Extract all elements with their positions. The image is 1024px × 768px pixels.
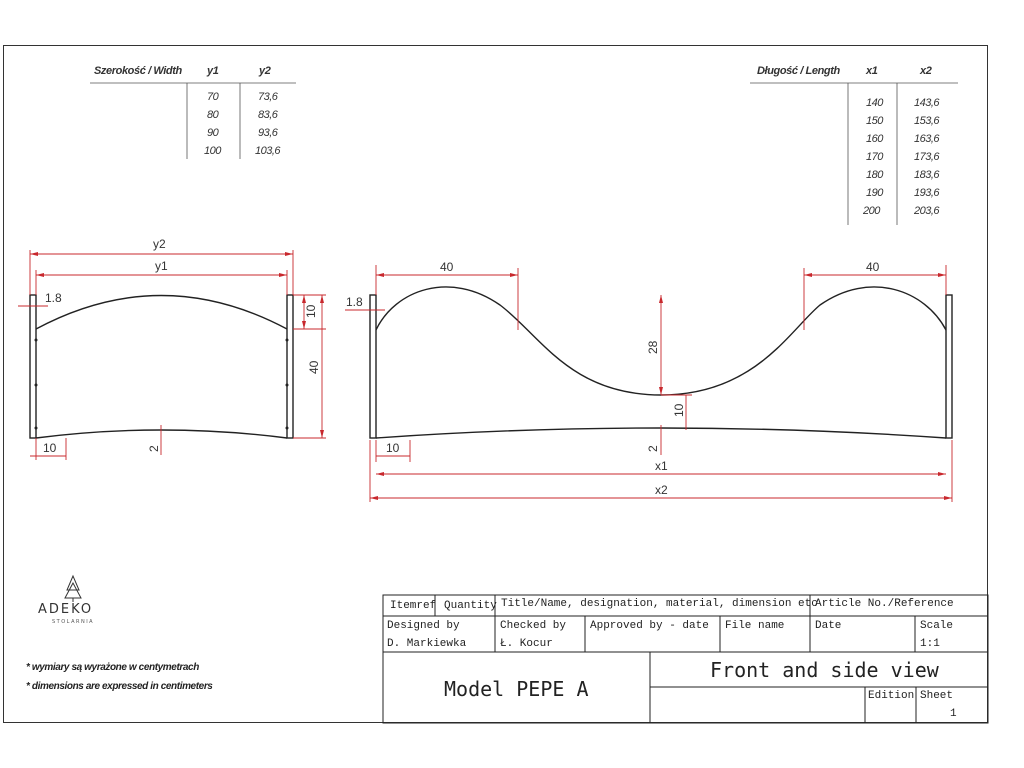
width-table-cell: 93,6 bbox=[258, 127, 278, 139]
front-view-dimensions bbox=[345, 265, 952, 502]
front-view-dim-x2: x2 bbox=[655, 483, 668, 497]
tb-model-name: Model PEPE A bbox=[444, 677, 589, 701]
width-table-cell: 103,6 bbox=[255, 145, 281, 157]
width-table-cell: 73,6 bbox=[258, 91, 278, 103]
length-table-cell: 183,6 bbox=[914, 169, 940, 181]
front-view-right-post bbox=[946, 295, 952, 438]
width-table-col2: y2 bbox=[259, 65, 271, 77]
width-table-header-label: Szerokość / Width bbox=[94, 65, 182, 77]
front-view-left-post bbox=[370, 295, 376, 438]
length-table-cell: 190 bbox=[866, 187, 883, 199]
length-table-cell: 150 bbox=[866, 115, 883, 127]
tb-designed-by-label: Designed by bbox=[387, 620, 460, 632]
note-en: * dimensions are expressed in centimeters bbox=[26, 681, 213, 692]
tb-scale-value: 1:1 bbox=[920, 638, 940, 650]
tree-logo-icon bbox=[65, 576, 81, 602]
table-rules bbox=[90, 83, 958, 225]
side-view-dimensions bbox=[18, 250, 326, 460]
tb-quantity: Quantity bbox=[444, 600, 497, 612]
tb-designed-by: D. Markiewka bbox=[387, 638, 467, 650]
length-table-col1: x1 bbox=[866, 65, 878, 77]
tb-checked-by-label: Checked by bbox=[500, 620, 567, 632]
width-table-cell: 100 bbox=[204, 145, 221, 157]
front-view-dim-bottom-mid: 2 bbox=[646, 445, 660, 452]
tb-checked-by: Ł. Kocur bbox=[500, 638, 553, 650]
tb-itemref: Itemref bbox=[390, 600, 437, 612]
length-table-cell: 203,6 bbox=[914, 205, 940, 217]
side-view-bottom-curve bbox=[36, 430, 287, 438]
length-table-cell: 160 bbox=[866, 133, 883, 145]
tb-edition-label: Edition bbox=[868, 690, 915, 702]
tb-title-desc: Title/Name, designation, material, dimension etc bbox=[501, 598, 818, 610]
length-table-cell: 153,6 bbox=[914, 115, 940, 127]
tb-view-name: Front and side view bbox=[710, 658, 939, 682]
length-table-col2: x2 bbox=[920, 65, 932, 77]
width-table-cell: 90 bbox=[207, 127, 219, 139]
front-view-dim-right-arc: 40 bbox=[866, 260, 880, 274]
width-table-cell: 83,6 bbox=[258, 109, 278, 121]
front-view-dim-dip: 28 bbox=[646, 340, 660, 354]
front-view-dim-bottom-left: 10 bbox=[386, 441, 400, 455]
length-table-header-label: Długość / Length bbox=[757, 65, 840, 77]
side-view-dim-bottom-left: 10 bbox=[43, 441, 57, 455]
length-table-cell: 193,6 bbox=[914, 187, 940, 199]
front-view-dim-x1: x1 bbox=[655, 459, 668, 473]
length-table-cell: 173,6 bbox=[914, 151, 940, 163]
note-pl: * wymiary są wyrażone w centymetrach bbox=[26, 662, 199, 673]
tb-file-name-label: File name bbox=[725, 620, 785, 632]
width-table-col1: y1 bbox=[207, 65, 219, 77]
side-view-top-curve bbox=[36, 296, 287, 330]
side-view bbox=[18, 237, 326, 460]
tb-sheet-label: Sheet bbox=[920, 690, 954, 702]
length-table-cell: 140 bbox=[866, 97, 883, 109]
tb-date-label: Date bbox=[815, 620, 842, 632]
side-view-right-post bbox=[287, 295, 293, 438]
side-view-dim-thickness: 1.8 bbox=[45, 291, 62, 305]
company-logo-text: ADEKO bbox=[38, 602, 94, 617]
side-view-dim-y1: y1 bbox=[155, 259, 168, 273]
length-table-cell: 170 bbox=[866, 151, 883, 163]
side-view-left-post bbox=[30, 295, 36, 438]
side-view-dim-height: 40 bbox=[307, 360, 321, 374]
front-view bbox=[345, 260, 952, 502]
side-view-dim-y2: y2 bbox=[153, 237, 166, 251]
front-view-dim-thickness: 1.8 bbox=[346, 295, 363, 309]
tb-article: Article No./Reference bbox=[815, 598, 954, 610]
tb-approved-label: Approved by - date bbox=[590, 620, 709, 632]
tb-sheet-value: 1 bbox=[950, 708, 957, 720]
company-logo-sub: STOLARNIA bbox=[52, 619, 95, 625]
width-table-cell: 80 bbox=[207, 109, 219, 121]
front-view-dim-left-arc: 40 bbox=[440, 260, 454, 274]
front-view-dim-dip-gap: 10 bbox=[672, 403, 686, 417]
width-table-cell: 70 bbox=[207, 91, 219, 103]
side-view-dim-post-top: 10 bbox=[304, 304, 318, 318]
length-table-cell: 180 bbox=[866, 169, 883, 181]
side-view-dim-bottom-mid: 2 bbox=[147, 445, 161, 452]
length-table-cell: 200 bbox=[863, 205, 880, 217]
tb-scale-label: Scale bbox=[920, 620, 954, 632]
length-table-cell: 143,6 bbox=[914, 97, 940, 109]
length-table-cell: 163,6 bbox=[914, 133, 940, 145]
